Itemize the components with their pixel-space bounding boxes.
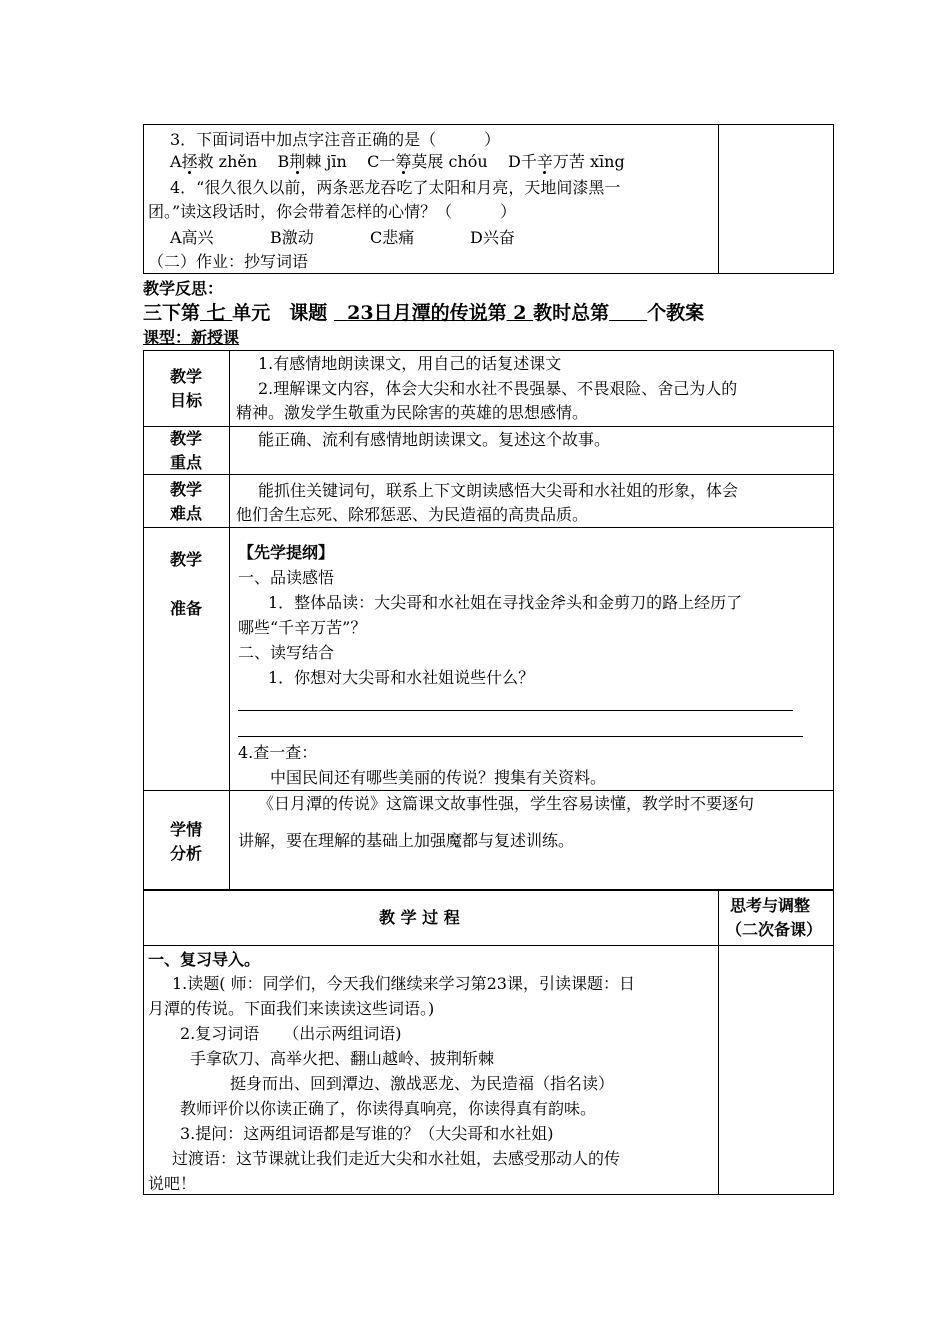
question-3-options: A拯救 zhěn B荆棘 jīn C一筹莫展 chóu D千辛万苦 xīng [170, 152, 625, 171]
process-line-6: 教师评价以你读正确了，你读得真响亮，你读得真有韵味。 [180, 1099, 597, 1118]
goals-text-3: 精神。激发学生敬重为民除害的英雄的思想感情。 [236, 403, 589, 422]
top-box-divider [718, 124, 719, 274]
difficulty-text-2: 他们舍生忘死、除邪惩恶、为民造福的高贵品质。 [236, 505, 589, 524]
question-4-option-b: B激动 [270, 228, 314, 247]
process-line-7: 3.提问：这两组词语都是写谁的？（大尖哥和水社姐) [180, 1124, 554, 1143]
process-line-5: 挺身而出、回到潭边、激战恶龙、为民造福（指名读） [230, 1074, 615, 1093]
difficulty-text-1: 能抓住关键词句，联系上下文朗读感悟大尖哥和水社姐的形象，体会 [258, 481, 739, 500]
prep-line-5: 1．你想对大尖哥和水社姐说些什么？ [268, 668, 535, 687]
lesson-type: 课型：新授课 [143, 328, 240, 347]
prep-line-6: 4.查一查： [238, 743, 318, 762]
focus-text: 能正确、流利有感情地朗读课文。复述这个故事。 [258, 430, 611, 449]
question-4-option-d: D兴奋 [470, 228, 515, 247]
prep-line-7: 中国民间还有哪些美丽的传说？搜集有关资料。 [270, 768, 607, 787]
analysis-text-2: 讲解，要在理解的基础上加强魔都与复述训练。 [238, 831, 575, 850]
prep-line-1: 一、品读感悟 [238, 568, 335, 587]
goals-text-1: 1.有感情地朗读课文，用自己的话复述课文 [258, 354, 562, 373]
prep-label-2: 准备 [169, 599, 202, 618]
question-4-option-a: A高兴 [170, 228, 214, 247]
question-3: 3．下面词语中加点字注音正确的是（ ） [170, 130, 501, 149]
prep-line-4: 二、读写结合 [238, 643, 335, 662]
process-side-title-2: （二次备课） [726, 920, 823, 939]
focus-label-1: 教学 [169, 429, 202, 448]
process-section-1: 一、复习导入。 [148, 950, 261, 969]
process-line-9: 说吧！ [148, 1174, 197, 1193]
label-column-divider [229, 350, 230, 890]
goals-label-2: 目标 [169, 391, 202, 410]
total-value [609, 302, 647, 324]
difficulty-label-1: 教学 [169, 480, 202, 499]
prep-label-1: 教学 [169, 550, 202, 569]
unit-value: 七 [206, 302, 226, 324]
question-4-line-2: 团。”读这段话时，你会带着怎样的心情？（ ） [148, 202, 517, 221]
focus-label-2: 重点 [169, 453, 202, 472]
process-line-2: 月潭的传说。下面我们来读读这些词语。) [148, 999, 435, 1018]
process-title: 教 学 过 程 [379, 908, 460, 927]
analysis-text-1: 《日月潭的传说》这篇课文故事性强，学生容易读懂，教学时不要逐句 [258, 794, 755, 813]
row-divider [143, 527, 834, 528]
prep-line-3: 哪些“千辛万苦”？ [238, 618, 367, 637]
question-4-line-1: 4．“很久很久以前，两条恶龙吞吃了太阳和月亮，天地间漆黑一 [170, 178, 621, 197]
process-header-divider [143, 945, 834, 946]
row-divider [143, 790, 834, 791]
process-line-1: 1.读题( 师：同学们，今天我们继续来学习第23课，引读课题：日 [172, 974, 635, 993]
row-divider [143, 474, 834, 475]
difficulty-label-2: 难点 [169, 504, 202, 523]
answer-line [238, 710, 793, 711]
goals-text-2: 2.理解课文内容，体会大尖和水社不畏强暴、不畏艰险、舍己为人的 [258, 379, 738, 398]
goals-label-1: 教学 [169, 367, 202, 386]
process-line-3: 2.复习词语 （出示两组词语) [180, 1024, 402, 1043]
lesson-title: 23日月潭的传说 [347, 302, 488, 324]
analysis-label-2: 分析 [169, 844, 202, 863]
process-side-divider [718, 890, 719, 1195]
period-value: 2 [513, 302, 527, 324]
lesson-header: 三下第 七 单元 课题 23日月潭的传说第 2 教时总第 个教案 [143, 302, 705, 324]
analysis-label-1: 学情 [169, 820, 202, 839]
prep-line-2: 1．整体品读：大尖哥和水社姐在寻找金斧头和金剪刀的路上经历了 [268, 593, 743, 612]
prep-title: 【先学提纲】 [238, 543, 335, 562]
homework-line: （二）作业：抄写词语 [148, 252, 309, 271]
answer-line [238, 736, 803, 737]
row-divider [143, 426, 834, 427]
process-side-title-1: 思考与调整 [730, 896, 811, 915]
question-4-option-c: C悲痛 [370, 228, 415, 247]
process-line-8: 过渡语：这节课就让我们走近大尖和水社姐，去感受那动人的传 [172, 1149, 621, 1168]
process-line-4: 手拿砍刀、高举火把、翻山越岭、披荆斩棘 [190, 1049, 495, 1068]
reflection-label: 教学反思： [143, 279, 224, 298]
